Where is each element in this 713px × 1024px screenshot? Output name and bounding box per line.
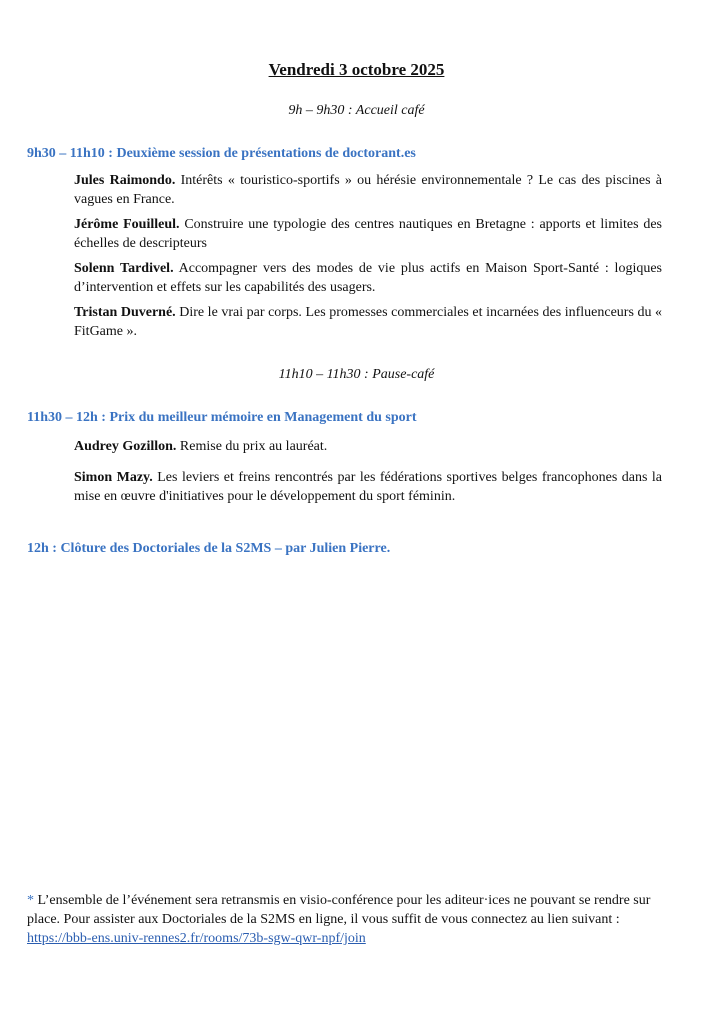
session-1-entry	[74, 172, 662, 209]
presentation-title: Construire une typologie des centres nautiques en Bretagne : apports et limites des échelles de descripteurs	[74, 217, 663, 251]
session-1-entry	[74, 216, 662, 253]
visio-link[interactable]: https://bbb-ens.univ-rennes2.fr/rooms/73b-sgw-qwr-npf/join	[27, 931, 366, 946]
session-2-entry	[74, 438, 662, 457]
speaker-name: Jules Raimondo.	[74, 173, 176, 188]
session-1-heading: 9h30 – 11h10 : Deuxième session de présentations de doctorant.es	[27, 146, 416, 161]
speaker-name: Solenn Tardivel.	[74, 261, 174, 276]
footnote	[27, 891, 667, 948]
presentation-title: Remise du prix au lauréat.	[179, 439, 328, 454]
speaker-name: Tristan Duverné.	[74, 305, 176, 320]
session-2-entry	[74, 469, 662, 506]
closing-heading: 12h : Clôture des Doctoriales de la S2MS – par Julien Pierre.	[27, 541, 391, 556]
footnote-text: L’ensemble de l’événement sera retransmis en visio-conférence pour les aditeur·ices ne pouvant se rendre sur place. Pour assister aux Doctoriales de la S2MS en ligne, il vous suffit de vous connectez au lien suivant :	[27, 893, 651, 927]
session-1-entry	[74, 304, 662, 341]
speaker-name: Audrey Gozillon.	[74, 439, 177, 454]
presentation-title: Les leviers et freins rencontrés par les fédérations sportives belges francophones dans la mise en œuvre d'initiatives pour le développement du sport féminin.	[74, 470, 662, 504]
speaker-name: Jérôme Fouilleul.	[74, 217, 180, 232]
presentation-title: Dire le vrai par corps. Les promesses commerciales et incarnées des influenceurs du « FitGame ».	[74, 305, 663, 339]
speaker-name: Simon Mazy.	[74, 470, 153, 485]
session-1-entry	[74, 260, 662, 297]
coffee-break: 11h10 – 11h30 : Pause-café	[278, 367, 435, 382]
presentation-title: Intérêts « touristico-sportifs » ou hérésie environnementale ? Le cas des piscines à vagues en France.	[74, 173, 663, 207]
page-title: Vendredi 3 octobre 2025	[268, 60, 445, 79]
presentation-title: Accompagner vers des modes de vie plus actifs en Maison Sport-Santé : logiques d’intervention et effets sur les capabilités des usagers.	[74, 261, 662, 295]
footnote-star: *	[27, 893, 34, 908]
session-2-heading: 11h30 – 12h : Prix du meilleur mémoire en Management du sport	[27, 410, 417, 425]
welcome-coffee: 9h – 9h30 : Accueil café	[288, 103, 425, 118]
